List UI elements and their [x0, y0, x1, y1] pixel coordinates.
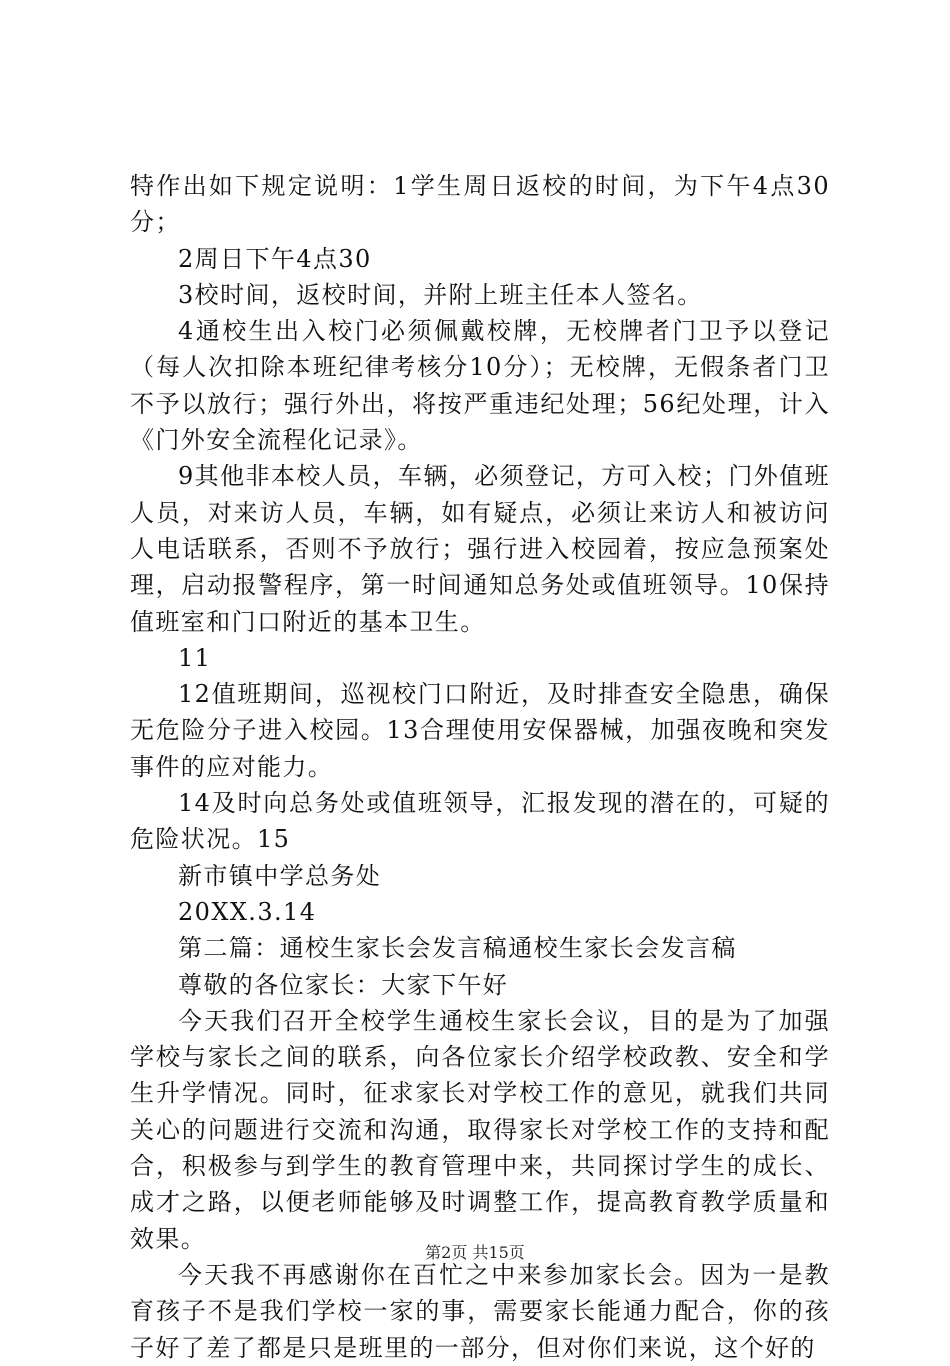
page-footer: 第2页 共15页 [425, 1243, 525, 1262]
paragraph: 12值班期间，巡视校门口附近，及时排查安全隐患，确保无危险分子进入校园。13合理使用安保器械，加强夜晚和突发事件的应对能力。 [130, 680, 830, 781]
paragraph: 14及时向总务处或值班领导，汇报发现的潜在的，可疑的危险状况。15 [130, 789, 830, 854]
document-body [130, 168, 830, 1366]
paragraph: 2周日下午4点30 [178, 244, 372, 273]
paragraph: 4通校生出入校门必须佩戴校牌，无校牌者门卫予以登记（每人次扣除本班纪律考核分10分）；无校牌，无假条者门卫不予以放行；强行外出，将按严重违纪处理；56纪处理，计入《门外安全流程化记录》。 [130, 317, 830, 455]
paragraph: 20XX.3.14 [178, 897, 317, 926]
paragraph: 第二篇：通校生家长会发言稿通校生家长会发言稿 [178, 934, 737, 963]
paragraph: 今天我不再感谢你在百忙之中来参加家长会。因为一是教育孩子不是我们学校一家的事，需要家长能通力配合，你的孩子好了差了都是只是班里的一部分，但对你们来说，这个好的 [130, 1260, 830, 1362]
paragraph: 11 [178, 643, 212, 672]
paragraph: 3校时间，返校时间，并附上班主任本人签名。 [178, 280, 703, 309]
paragraph: 特作出如下规定说明：1学生周日返校的时间，为下午4点30分； [130, 172, 830, 237]
paragraph: 9其他非本校人员，车辆，必须登记，方可入校；门外值班人员，对来访人员，车辆，如有疑点，必须让来访人和被访问人电话联系，否则不予放行；强行进入校园着，按应急预案处理，启动报警程序，第一时间通知总务处或值班领导。10保持值班室和门口附近的基本卫生。 [130, 462, 830, 636]
paragraph: 新市镇中学总务处 [178, 861, 382, 890]
paragraph: 尊敬的各位家长：大家下午好 [178, 970, 509, 999]
paragraph: 今天我们召开全校学生通校生家长会议，目的是为了加强学校与家长之间的联系，向各位家长介绍学校政教、安全和学生升学情况。同时，征求家长对学校工作的意见，就我们共同关心的问题进行交流和沟通，取得家长对学校工作的支持和配合，积极参与到学生的教育管理中来，共同探讨学生的成长、成才之路，以便老师能够及时调整工作，提高教育教学质量和效果。 [130, 1006, 830, 1253]
